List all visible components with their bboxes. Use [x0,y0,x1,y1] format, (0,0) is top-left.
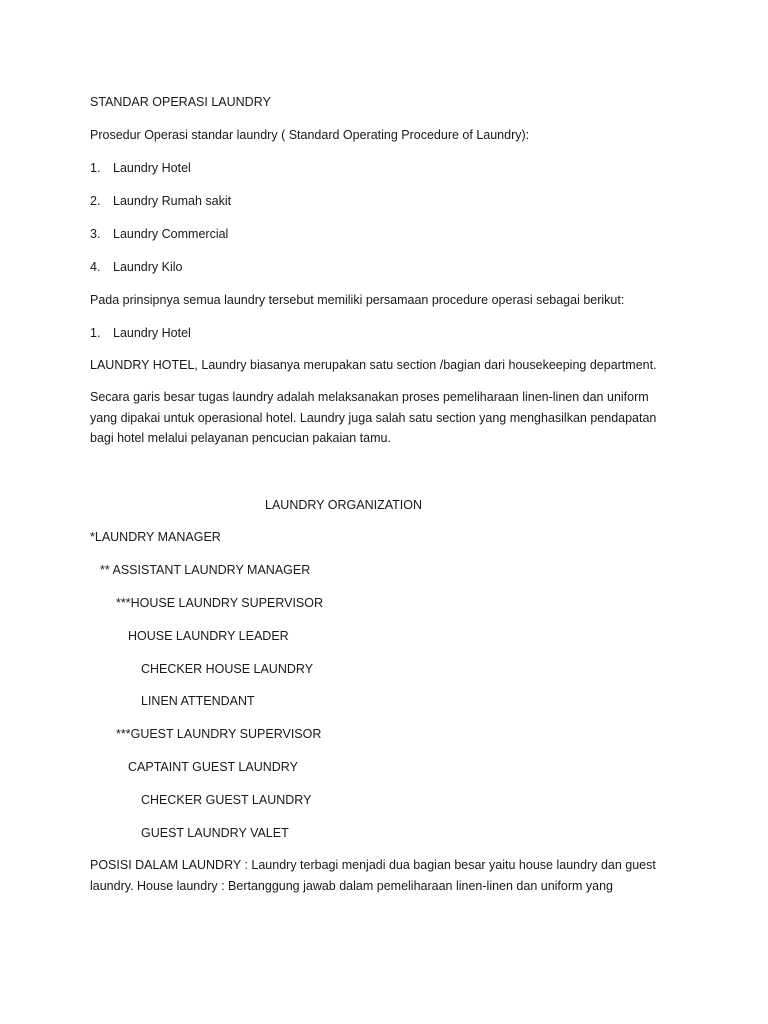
org-item: CHECKER GUEST LAUNDRY [141,793,312,807]
org-item: GUEST LAUNDRY VALET [141,826,289,840]
org-item: ***HOUSE LAUNDRY SUPERVISOR [116,596,324,610]
list-number: 2. [90,194,101,208]
org-title: LAUNDRY ORGANIZATION [265,498,422,512]
list-item [90,259,183,275]
list-number: 1. [90,161,101,175]
position-paragraph: POSISI DALAM LAUNDRY : Laundry terbagi menjadi dua bagian besar yaitu house laundry dan guest laundry. House laundry : Bertanggung jawab dalam pemeliharaan linen-linen dan uniform yang [90,858,656,893]
list-number: 4. [90,260,101,274]
org-item: CHECKER HOUSE LAUNDRY [141,662,314,676]
org-item: *LAUNDRY MANAGER [90,530,221,544]
list-text: Laundry Hotel [113,326,191,340]
list-item [90,325,191,341]
list-number: 3. [90,227,101,241]
org-item: HOUSE LAUNDRY LEADER [128,629,289,643]
list-item [90,160,191,176]
hotel-paragraph: LAUNDRY HOTEL, Laundry biasanya merupakan satu section /bagian dari housekeeping department. [90,358,657,372]
list-text: Laundry Commercial [113,227,229,241]
list-item [90,193,231,209]
principle-text: Pada prinsipnya semua laundry tersebut memiliki persamaan procedure operasi sebagai berikut: [90,293,625,307]
doc-title: STANDAR OPERASI LAUNDRY [90,95,271,109]
list-text: Laundry Hotel [113,161,191,175]
list-number: 1. [90,326,101,340]
intro-text: Prosedur Operasi standar laundry ( Standard Operating Procedure of Laundry): [90,128,530,142]
tasks-paragraph: Secara garis besar tugas laundry adalah melaksanakan proses pemeliharaan linen-linen dan uniform yang dipakai untuk operasional hotel. Laundry juga salah satu section yang menghasilkan pendapatan bagi hotel melalui pelayanan pencucian pakaian tamu. [90,390,657,445]
list-text: Laundry Rumah sakit [113,194,232,208]
org-item: ** ASSISTANT LAUNDRY MANAGER [100,563,311,577]
org-item: CAPTAINT GUEST LAUNDRY [128,760,298,774]
list-item [90,226,228,242]
list-text: Laundry Kilo [113,260,183,274]
org-item: ***GUEST LAUNDRY SUPERVISOR [116,727,322,741]
org-item: LINEN ATTENDANT [141,694,255,708]
